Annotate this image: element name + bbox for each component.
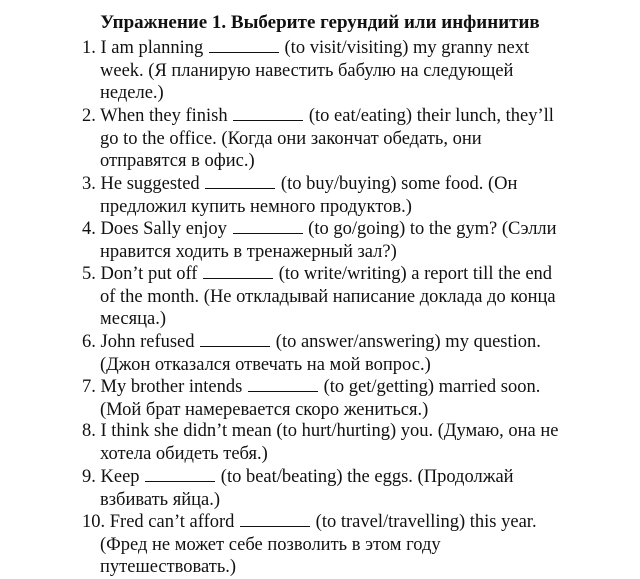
item-text-before-blank: Don’t put off [100, 264, 198, 284]
item-text-after-blank: (to visit/visiting) my granny next [284, 38, 530, 58]
exercise-title: Упражнение 1. Выберите герундий или инфинитив [100, 12, 540, 33]
answer-blank[interactable] [203, 262, 273, 279]
item-text-after-blank: (to buy/buying) some food. (Он [280, 174, 518, 194]
item-line: взбивать яйца.) [100, 489, 221, 510]
item-line: week. (Я планирую навестить бабулю на следующей [100, 60, 514, 81]
answer-blank[interactable] [233, 217, 303, 234]
item-line [82, 465, 514, 489]
answer-blank[interactable] [209, 36, 279, 53]
exercise-item-3 [82, 172, 517, 218]
item-text-before-blank: Fred can’t afford [109, 512, 235, 532]
item-number: 2. [82, 106, 96, 126]
answer-blank[interactable] [205, 172, 275, 189]
item-text-after-blank: (to go/going) to the gym? (Сэлли [308, 219, 557, 239]
item-line: месяца.) [100, 309, 166, 329]
item-text-before-blank: He suggested [100, 174, 200, 194]
item-text-after-blank: (to write/writing) a report till the end [278, 264, 553, 284]
item-text-before-blank: When they finish [100, 106, 228, 126]
exercise-item-5 [82, 262, 556, 331]
item-text-before-blank: I am planning [100, 38, 204, 58]
exercise-item-7 [82, 375, 540, 421]
exercise-item-8 [82, 420, 558, 465]
item-text: I think she didn’t mean (to hurt/hurting) you. (Думаю, она не [100, 421, 559, 441]
item-line [82, 217, 557, 241]
item-text-after-blank: (to answer/answering) my question. [275, 332, 541, 352]
item-line: путешествовать.) [100, 557, 237, 577]
exercise-item-4 [82, 217, 557, 263]
item-line [82, 104, 554, 128]
item-line: (Фред не может себе позволить в этом году [100, 534, 441, 555]
item-number: 9. [82, 467, 96, 487]
item-number: 8. [82, 421, 96, 441]
item-text-after-blank: (to travel/travelling) this year. [315, 512, 537, 532]
item-text-before-blank: Keep [100, 467, 140, 487]
exercise-item-1 [82, 36, 529, 105]
answer-blank[interactable] [240, 510, 310, 527]
exercise-item-10 [82, 510, 537, 579]
item-number: 3. [82, 174, 96, 194]
item-number: 5. [82, 264, 96, 284]
item-number: 7. [82, 377, 96, 397]
item-line [82, 510, 537, 534]
answer-blank[interactable] [145, 465, 215, 482]
item-number: 4. [82, 219, 96, 239]
item-text-after-blank: (to beat/beating) the eggs. (Продолжай [220, 467, 514, 487]
item-line: (Мой брат намеревается скоро жениться.) [100, 399, 429, 420]
item-number: 6. [82, 332, 96, 352]
item-line [82, 420, 558, 443]
item-text-before-blank: Does Sally enjoy [100, 219, 227, 239]
item-line [82, 262, 556, 286]
item-number: 10. [82, 512, 106, 532]
exercise-item-9 [82, 465, 514, 511]
item-line: отправятся в офис.) [100, 151, 255, 171]
exercise-item-2 [82, 104, 554, 173]
item-line [82, 375, 540, 399]
item-line [82, 36, 529, 60]
item-line [82, 330, 541, 354]
item-line [82, 172, 517, 196]
answer-blank[interactable] [248, 375, 318, 392]
item-text-after-blank: (to eat/eating) their lunch, they’ll [308, 106, 554, 126]
item-line: предложил купить немного продуктов.) [100, 196, 412, 217]
answer-blank[interactable] [233, 104, 303, 121]
item-line: go to the office. (Когда они закончат обедать, они [100, 128, 482, 149]
item-line: (Джон отказался отвечать на мой вопрос.) [100, 354, 431, 375]
item-line: неделе.) [100, 83, 164, 103]
item-line: нравится ходить в тренажерный зал?) [100, 241, 397, 262]
item-line: of the month. (Не откладывай написание доклада до конца [100, 286, 556, 307]
item-line: хотела обидеть тебя.) [100, 443, 268, 464]
item-text-after-blank: (to get/getting) married soon. [323, 377, 541, 397]
item-text-before-blank: My brother intends [100, 377, 243, 397]
answer-blank[interactable] [200, 330, 270, 347]
exercise-item-6 [82, 330, 541, 376]
item-number: 1. [82, 38, 96, 58]
item-text-before-blank: John refused [100, 332, 195, 352]
